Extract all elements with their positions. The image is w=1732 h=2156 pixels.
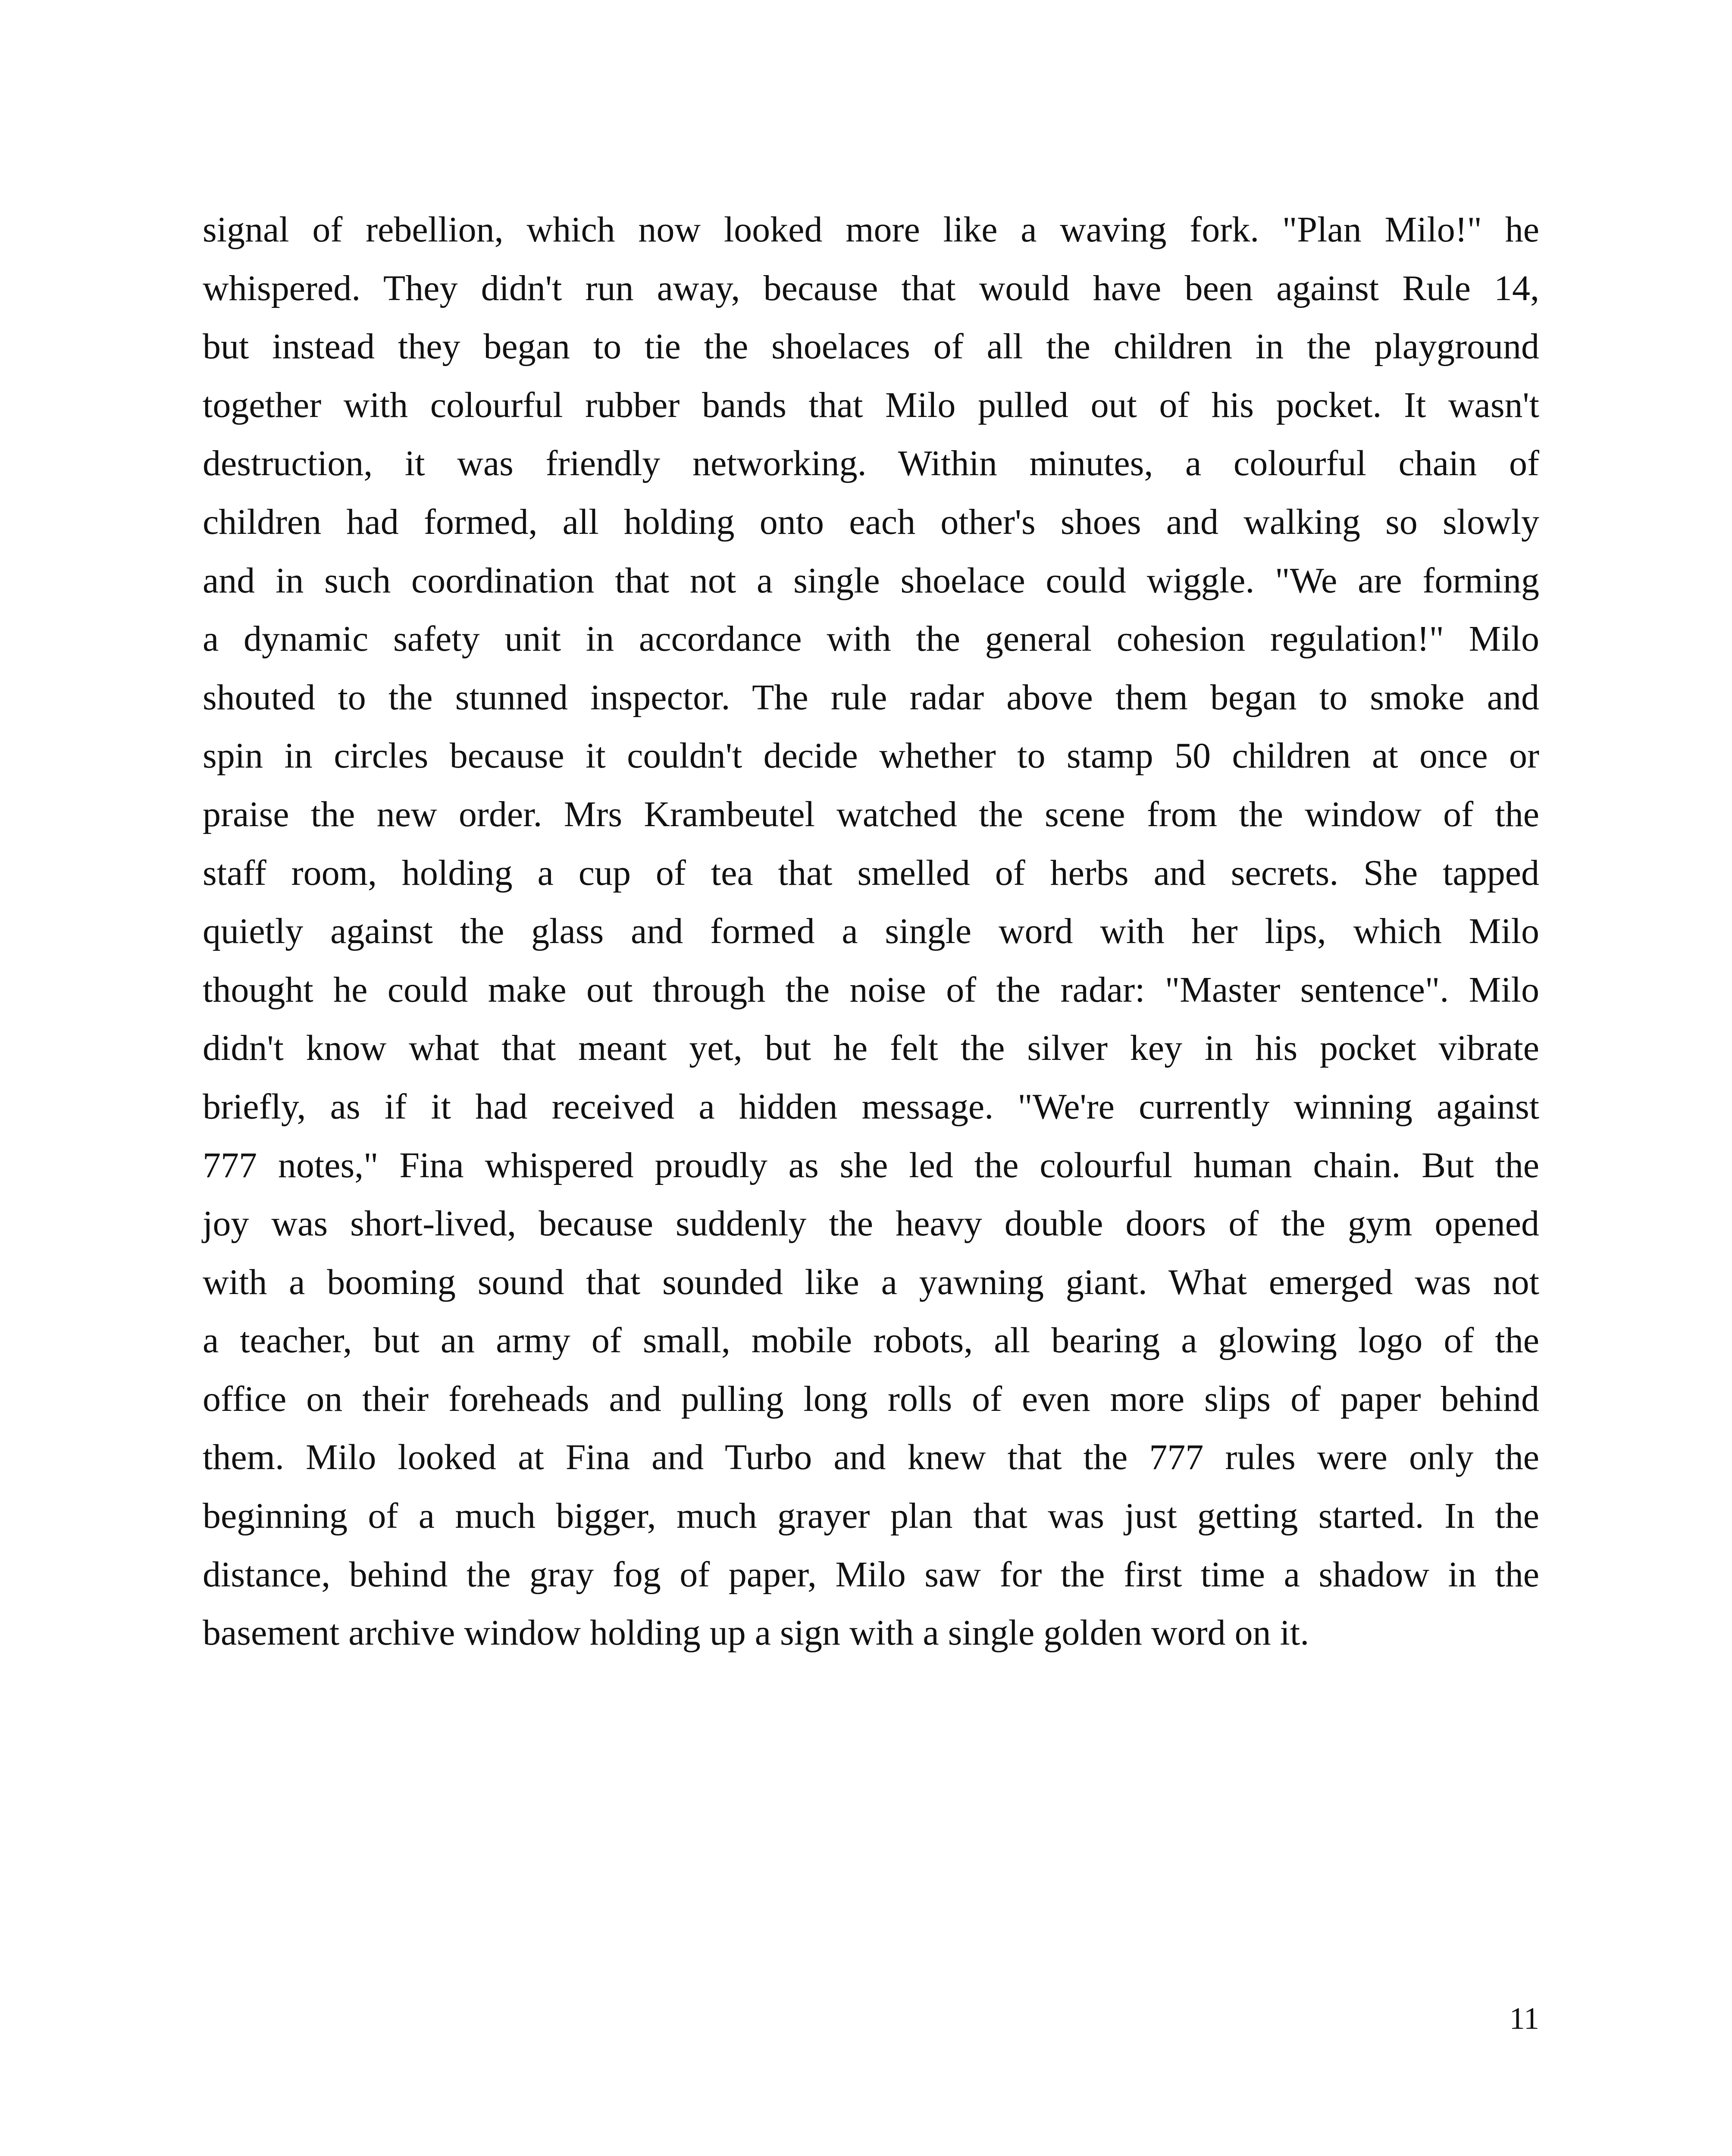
text-line-25: basement archive window holding up a sign with a single golden word on it. — [203, 1613, 1309, 1653]
text-line-17: 777 notes," Fina whispered proudly as she led the colourful human chain. But the — [203, 1145, 1539, 1185]
text-line-3: but instead they began to tie the shoelaces of all the children in the playground — [203, 326, 1539, 367]
text-line-7: and in such coordination that not a single shoelace could wiggle. "We are forming — [203, 560, 1539, 601]
text-line-18: joy was short-lived, because suddenly the heavy double doors of the gym opened — [203, 1203, 1539, 1244]
text-line-14: thought he could make out through the noise of the radar: "Master sentence". Milo — [203, 969, 1539, 1010]
body-paragraph — [203, 201, 1539, 1662]
text-line-11: praise the new order. Mrs Krambeutel watched the scene from the window of the — [203, 794, 1539, 834]
text-line-15: didn't know what that meant yet, but he felt the silver key in his pocket vibrate — [203, 1028, 1539, 1069]
text-line-8: a dynamic safety unit in accordance with the general cohesion regulation!" Milo — [203, 619, 1539, 659]
text-line-22: them. Milo looked at Fina and Turbo and knew that the 777 rules were only the — [203, 1437, 1539, 1478]
text-line-10: spin in circles because it couldn't decide whether to stamp 50 children at once or — [203, 736, 1539, 776]
text-line-21: office on their foreheads and pulling long rolls of even more slips of paper behind — [203, 1379, 1539, 1419]
text-line-23: beginning of a much bigger, much grayer plan that was just getting started. In the — [203, 1496, 1539, 1536]
text-line-2: whispered. They didn't run away, because that would have been against Rule 14, — [203, 268, 1539, 308]
text-line-13: quietly against the glass and formed a single word with her lips, which Milo — [203, 911, 1539, 952]
text-line-4: together with colourful rubber bands that Milo pulled out of his pocket. It wasn't — [203, 385, 1539, 425]
text-line-20: a teacher, but an army of small, mobile robots, all bearing a glowing logo of the — [203, 1320, 1539, 1361]
text-line-5: destruction, it was friendly networking. Within minutes, a colourful chain of — [203, 443, 1539, 484]
page-number: 11 — [1509, 2001, 1539, 2036]
text-line-6: children had formed, all holding onto each other's shoes and walking so slowly — [203, 501, 1539, 542]
text-line-1: signal of rebellion, which now looked more like a waving fork. "Plan Milo!" he — [203, 210, 1539, 250]
text-line-12: staff room, holding a cup of tea that smelled of herbs and secrets. She tapped — [203, 852, 1539, 893]
text-line-16: briefly, as if it had received a hidden message. "We're currently winning against — [203, 1086, 1539, 1127]
text-line-9: shouted to the stunned inspector. The rule radar above them began to smoke and — [203, 677, 1539, 718]
text-line-19: with a booming sound that sounded like a yawning giant. What emerged was not — [203, 1262, 1539, 1302]
text-line-24: distance, behind the gray fog of paper, Milo saw for the first time a shadow in the — [203, 1554, 1539, 1595]
